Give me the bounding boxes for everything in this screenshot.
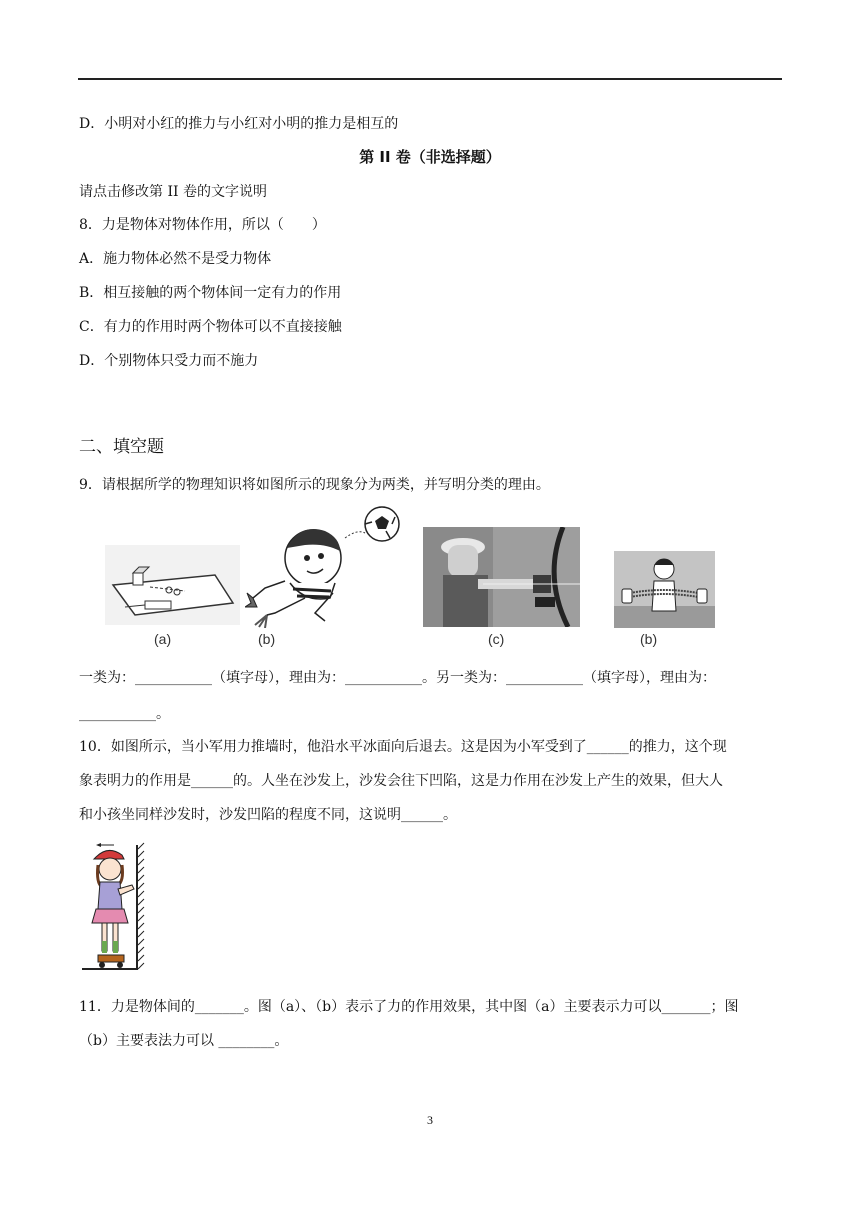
q8-option-c: C．有力的作用时两个物体可以不直接接触 [79,319,342,335]
section-note: 请点击修改第 II 卷的文字说明 [79,184,267,200]
q11-line1: 11．力是物体间的_______。图（a）、（b）表示了力的作用效果，其中图（a）主要表示力可以_______；图 [79,999,739,1015]
figure-girl-pushing-wall [80,837,150,972]
caption-b2: (b) [640,631,658,647]
caption-c: (c) [488,631,505,647]
figure-c-archer-photo [423,527,580,627]
part-title: 二、填空题 [79,437,164,457]
q10-line2: 象表明力的作用是______的。人坐在沙发上，沙发会往下凹陷，这是力作用在沙发上产生的效果，但大人 [79,773,723,789]
q9-answer-line2: ___________。 [79,706,170,722]
q10-line3: 和小孩坐同样沙发时，沙发凹陷的程度不同，这说明______。 [79,807,457,823]
caption-a: (a) [154,631,172,647]
header-rule [78,78,782,80]
q9-stem: 9．请根据所学的物理知识将如图所示的现象分为两类，并写明分类的理由。 [79,477,550,493]
q11-line2: （b）主要表法力可以 ________。 [79,1033,289,1049]
page-number: 3 [427,1113,433,1127]
prev-option-d: D．小明对小红的推力与小红对小明的推力是相互的 [79,116,399,132]
q9-answer-line1: 一类为：___________（填字母），理由为：___________。另一类为：___________（填字母），理由为： [79,670,716,686]
q8-option-b: B．相互接触的两个物体间一定有力的作用 [79,285,342,301]
figure-b-soccer-boy [245,503,405,628]
caption-b1: (b) [258,631,276,647]
q8-option-d: D．个别物体只受力而不施力 [79,353,259,369]
figure-b-expander-photo [614,551,715,628]
figure-a-board [105,545,240,625]
q10-line1: 10．如图所示，当小军用力推墙时，他沿水平冰面向后退去。这是因为小军受到了______的推力，这个现 [79,739,727,755]
q8-stem: 8．力是物体对物体作用，所以（ ） [79,217,326,233]
q8-option-a: A．施力物体必然不是受力物体 [79,251,272,267]
section-title: 第 II 卷（非选择题） [359,148,501,166]
